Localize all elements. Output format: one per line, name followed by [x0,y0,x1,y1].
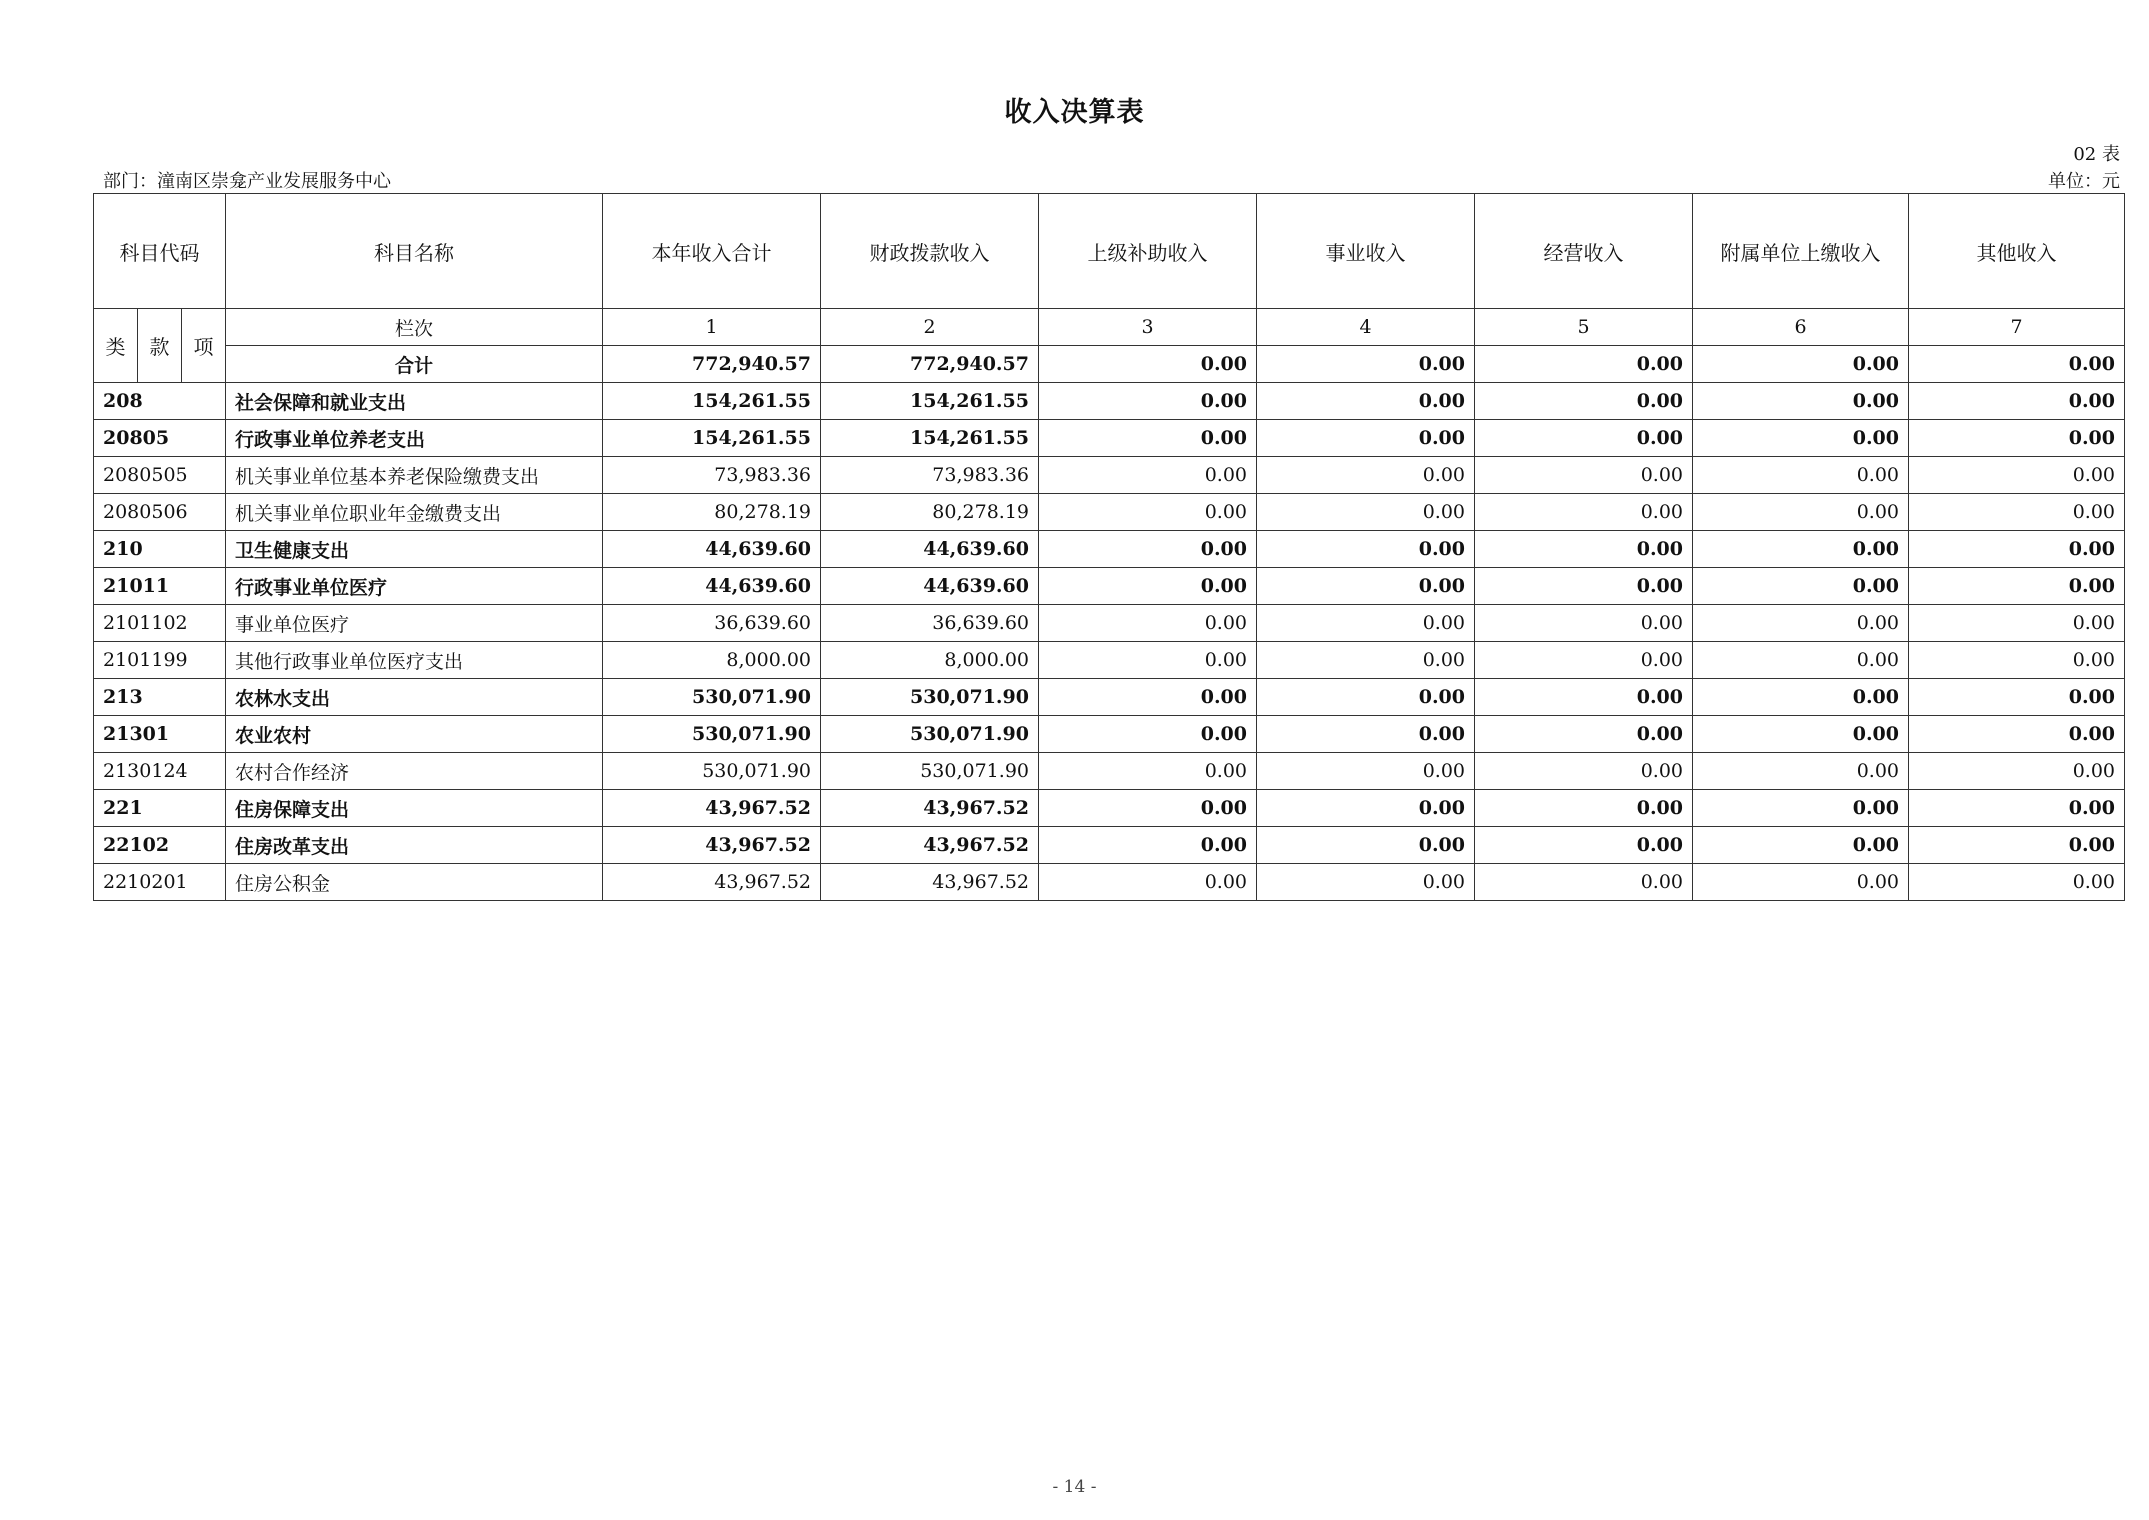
class-lei: 类 [94,309,138,383]
amount-cell: 0.00 [1039,568,1257,605]
amount-cell: 0.00 [1257,605,1475,642]
amount-cell: 43,967.52 [603,864,821,901]
column-index-2: 2 [821,309,1039,346]
amount-cell: 530,071.90 [603,753,821,790]
amount-cell: 0.00 [1257,679,1475,716]
amount-cell: 80,278.19 [603,494,821,531]
amount-cell: 0.00 [1693,790,1909,827]
department-label: 部门：潼南区崇龛产业发展服务中心 [103,171,391,192]
amount-cell: 0.00 [1475,383,1693,420]
total-value: 0.00 [1909,346,2125,383]
total-value: 772,940.57 [821,346,1039,383]
amount-cell: 530,071.90 [821,679,1039,716]
subject-name: 住房改革支出 [226,827,603,864]
class-kuan: 款 [138,309,182,383]
subject-name: 卫生健康支出 [226,531,603,568]
amount-cell: 154,261.55 [821,420,1039,457]
header-c2: 财政拨款收入 [821,194,1039,309]
subject-name: 行政事业单位养老支出 [226,420,603,457]
table-row [94,827,2125,864]
header-c4: 事业收入 [1257,194,1475,309]
table-row [94,457,2125,494]
subject-name: 农林水支出 [226,679,603,716]
amount-cell: 43,967.52 [821,827,1039,864]
amount-cell: 0.00 [1257,642,1475,679]
total-value: 0.00 [1257,346,1475,383]
total-label: 合计 [226,346,603,383]
amount-cell: 0.00 [1909,494,2125,531]
total-value: 772,940.57 [603,346,821,383]
column-index-5: 5 [1475,309,1693,346]
subject-code: 2210201 [94,864,226,901]
subject-code: 2080506 [94,494,226,531]
amount-cell: 44,639.60 [821,531,1039,568]
income-table [93,193,2125,901]
total-value: 0.00 [1039,346,1257,383]
amount-cell: 0.00 [1475,531,1693,568]
amount-cell: 530,071.90 [603,716,821,753]
amount-cell: 43,967.52 [603,790,821,827]
subject-code: 2101102 [94,605,226,642]
column-index-1: 1 [603,309,821,346]
subject-code: 2101199 [94,642,226,679]
subject-code: 21011 [94,568,226,605]
amount-cell: 0.00 [1039,605,1257,642]
amount-cell: 8,000.00 [603,642,821,679]
amount-cell: 0.00 [1475,568,1693,605]
amount-cell: 0.00 [1039,864,1257,901]
subject-name: 行政事业单位医疗 [226,568,603,605]
subject-name: 社会保障和就业支出 [226,383,603,420]
header-row [94,194,2125,309]
subject-code: 210 [94,531,226,568]
column-index-4: 4 [1257,309,1475,346]
amount-cell: 0.00 [1693,494,1909,531]
total-value: 0.00 [1475,346,1693,383]
amount-cell: 0.00 [1693,716,1909,753]
table-row [94,790,2125,827]
amount-cell: 0.00 [1693,420,1909,457]
amount-cell: 36,639.60 [821,605,1039,642]
amount-cell: 0.00 [1909,679,2125,716]
column-index-row [94,309,2125,346]
amount-cell: 43,967.52 [821,790,1039,827]
amount-cell: 0.00 [1693,531,1909,568]
amount-cell: 44,639.60 [603,531,821,568]
page-title: 收入决算表 [1004,97,1145,128]
amount-cell: 0.00 [1909,531,2125,568]
amount-cell: 0.00 [1909,790,2125,827]
amount-cell: 73,983.36 [821,457,1039,494]
table-row [94,642,2125,679]
amount-cell: 0.00 [1909,420,2125,457]
table-row [94,605,2125,642]
subject-code: 22102 [94,827,226,864]
class-xiang: 项 [182,309,226,383]
header-name: 科目名称 [226,194,603,309]
amount-cell: 0.00 [1475,716,1693,753]
header-code: 科目代码 [94,194,226,309]
amount-cell: 0.00 [1693,827,1909,864]
amount-cell: 0.00 [1039,383,1257,420]
subject-code: 21301 [94,716,226,753]
column-index-3: 3 [1039,309,1257,346]
table-row [94,494,2125,531]
subject-code: 213 [94,679,226,716]
amount-cell: 0.00 [1693,753,1909,790]
table-row [94,568,2125,605]
subject-code: 221 [94,790,226,827]
amount-cell: 0.00 [1475,605,1693,642]
subject-code: 2080505 [94,457,226,494]
amount-cell: 0.00 [1475,457,1693,494]
amount-cell: 0.00 [1909,827,2125,864]
amount-cell: 0.00 [1257,494,1475,531]
amount-cell: 0.00 [1909,568,2125,605]
subject-name: 住房保障支出 [226,790,603,827]
table-row [94,864,2125,901]
amount-cell: 0.00 [1909,457,2125,494]
table-row [94,679,2125,716]
subject-name: 住房公积金 [226,864,603,901]
amount-cell: 44,639.60 [603,568,821,605]
amount-cell: 0.00 [1257,457,1475,494]
amount-cell: 0.00 [1257,790,1475,827]
amount-cell: 0.00 [1039,790,1257,827]
amount-cell: 154,261.55 [603,420,821,457]
amount-cell: 0.00 [1693,679,1909,716]
subject-name: 农业农村 [226,716,603,753]
amount-cell: 0.00 [1693,568,1909,605]
subject-name: 其他行政事业单位医疗支出 [226,642,603,679]
column-index-7: 7 [1909,309,2125,346]
amount-cell: 530,071.90 [821,716,1039,753]
header-c3: 上级补助收入 [1039,194,1257,309]
amount-cell: 43,967.52 [821,864,1039,901]
subject-name: 机关事业单位职业年金缴费支出 [226,494,603,531]
column-index-label: 栏次 [226,309,603,346]
amount-cell: 0.00 [1475,790,1693,827]
subject-code: 20805 [94,420,226,457]
header-c5: 经营收入 [1475,194,1693,309]
table-row [94,753,2125,790]
amount-cell: 0.00 [1693,642,1909,679]
amount-cell: 0.00 [1257,864,1475,901]
amount-cell: 0.00 [1039,457,1257,494]
amount-cell: 0.00 [1039,753,1257,790]
amount-cell: 0.00 [1475,753,1693,790]
amount-cell: 0.00 [1693,383,1909,420]
amount-cell: 8,000.00 [821,642,1039,679]
amount-cell: 0.00 [1909,753,2125,790]
subject-name: 机关事业单位基本养老保险缴费支出 [226,457,603,494]
amount-cell: 154,261.55 [603,383,821,420]
amount-cell: 36,639.60 [603,605,821,642]
amount-cell: 0.00 [1039,420,1257,457]
subject-code: 2130124 [94,753,226,790]
amount-cell: 44,639.60 [821,568,1039,605]
subject-name: 农村合作经济 [226,753,603,790]
table-row [94,531,2125,568]
amount-cell: 0.00 [1039,716,1257,753]
header-c1: 本年收入合计 [603,194,821,309]
header-c7: 其他收入 [1909,194,2125,309]
amount-cell: 0.00 [1257,383,1475,420]
amount-cell: 0.00 [1257,753,1475,790]
table-number: 02 表 [2073,144,2120,165]
amount-cell: 0.00 [1475,642,1693,679]
amount-cell: 80,278.19 [821,494,1039,531]
amount-cell: 0.00 [1909,383,2125,420]
amount-cell: 0.00 [1475,679,1693,716]
amount-cell: 0.00 [1693,605,1909,642]
table-row [94,420,2125,457]
table-row [94,716,2125,753]
amount-cell: 0.00 [1039,494,1257,531]
amount-cell: 0.00 [1475,864,1693,901]
amount-cell: 0.00 [1257,827,1475,864]
amount-cell: 0.00 [1909,716,2125,753]
amount-cell: 0.00 [1693,457,1909,494]
amount-cell: 154,261.55 [821,383,1039,420]
amount-cell: 73,983.36 [603,457,821,494]
amount-cell: 0.00 [1257,716,1475,753]
amount-cell: 530,071.90 [603,679,821,716]
amount-cell: 0.00 [1475,420,1693,457]
header-c6: 附属单位上缴收入 [1693,194,1909,309]
unit-label: 单位：元 [2048,171,2120,192]
amount-cell: 0.00 [1693,864,1909,901]
amount-cell: 43,967.52 [603,827,821,864]
amount-cell: 0.00 [1475,827,1693,864]
column-index-6: 6 [1693,309,1909,346]
amount-cell: 0.00 [1475,494,1693,531]
amount-cell: 0.00 [1909,864,2125,901]
amount-cell: 0.00 [1039,531,1257,568]
amount-cell: 0.00 [1909,605,2125,642]
amount-cell: 0.00 [1039,827,1257,864]
amount-cell: 530,071.90 [821,753,1039,790]
amount-cell: 0.00 [1257,531,1475,568]
amount-cell: 0.00 [1909,642,2125,679]
amount-cell: 0.00 [1039,679,1257,716]
subject-code: 208 [94,383,226,420]
amount-cell: 0.00 [1039,642,1257,679]
page-number: - 14 - [1052,1477,1097,1497]
table-row [94,383,2125,420]
total-value: 0.00 [1693,346,1909,383]
amount-cell: 0.00 [1257,568,1475,605]
amount-cell: 0.00 [1257,420,1475,457]
total-row [94,346,2125,383]
subject-name: 事业单位医疗 [226,605,603,642]
